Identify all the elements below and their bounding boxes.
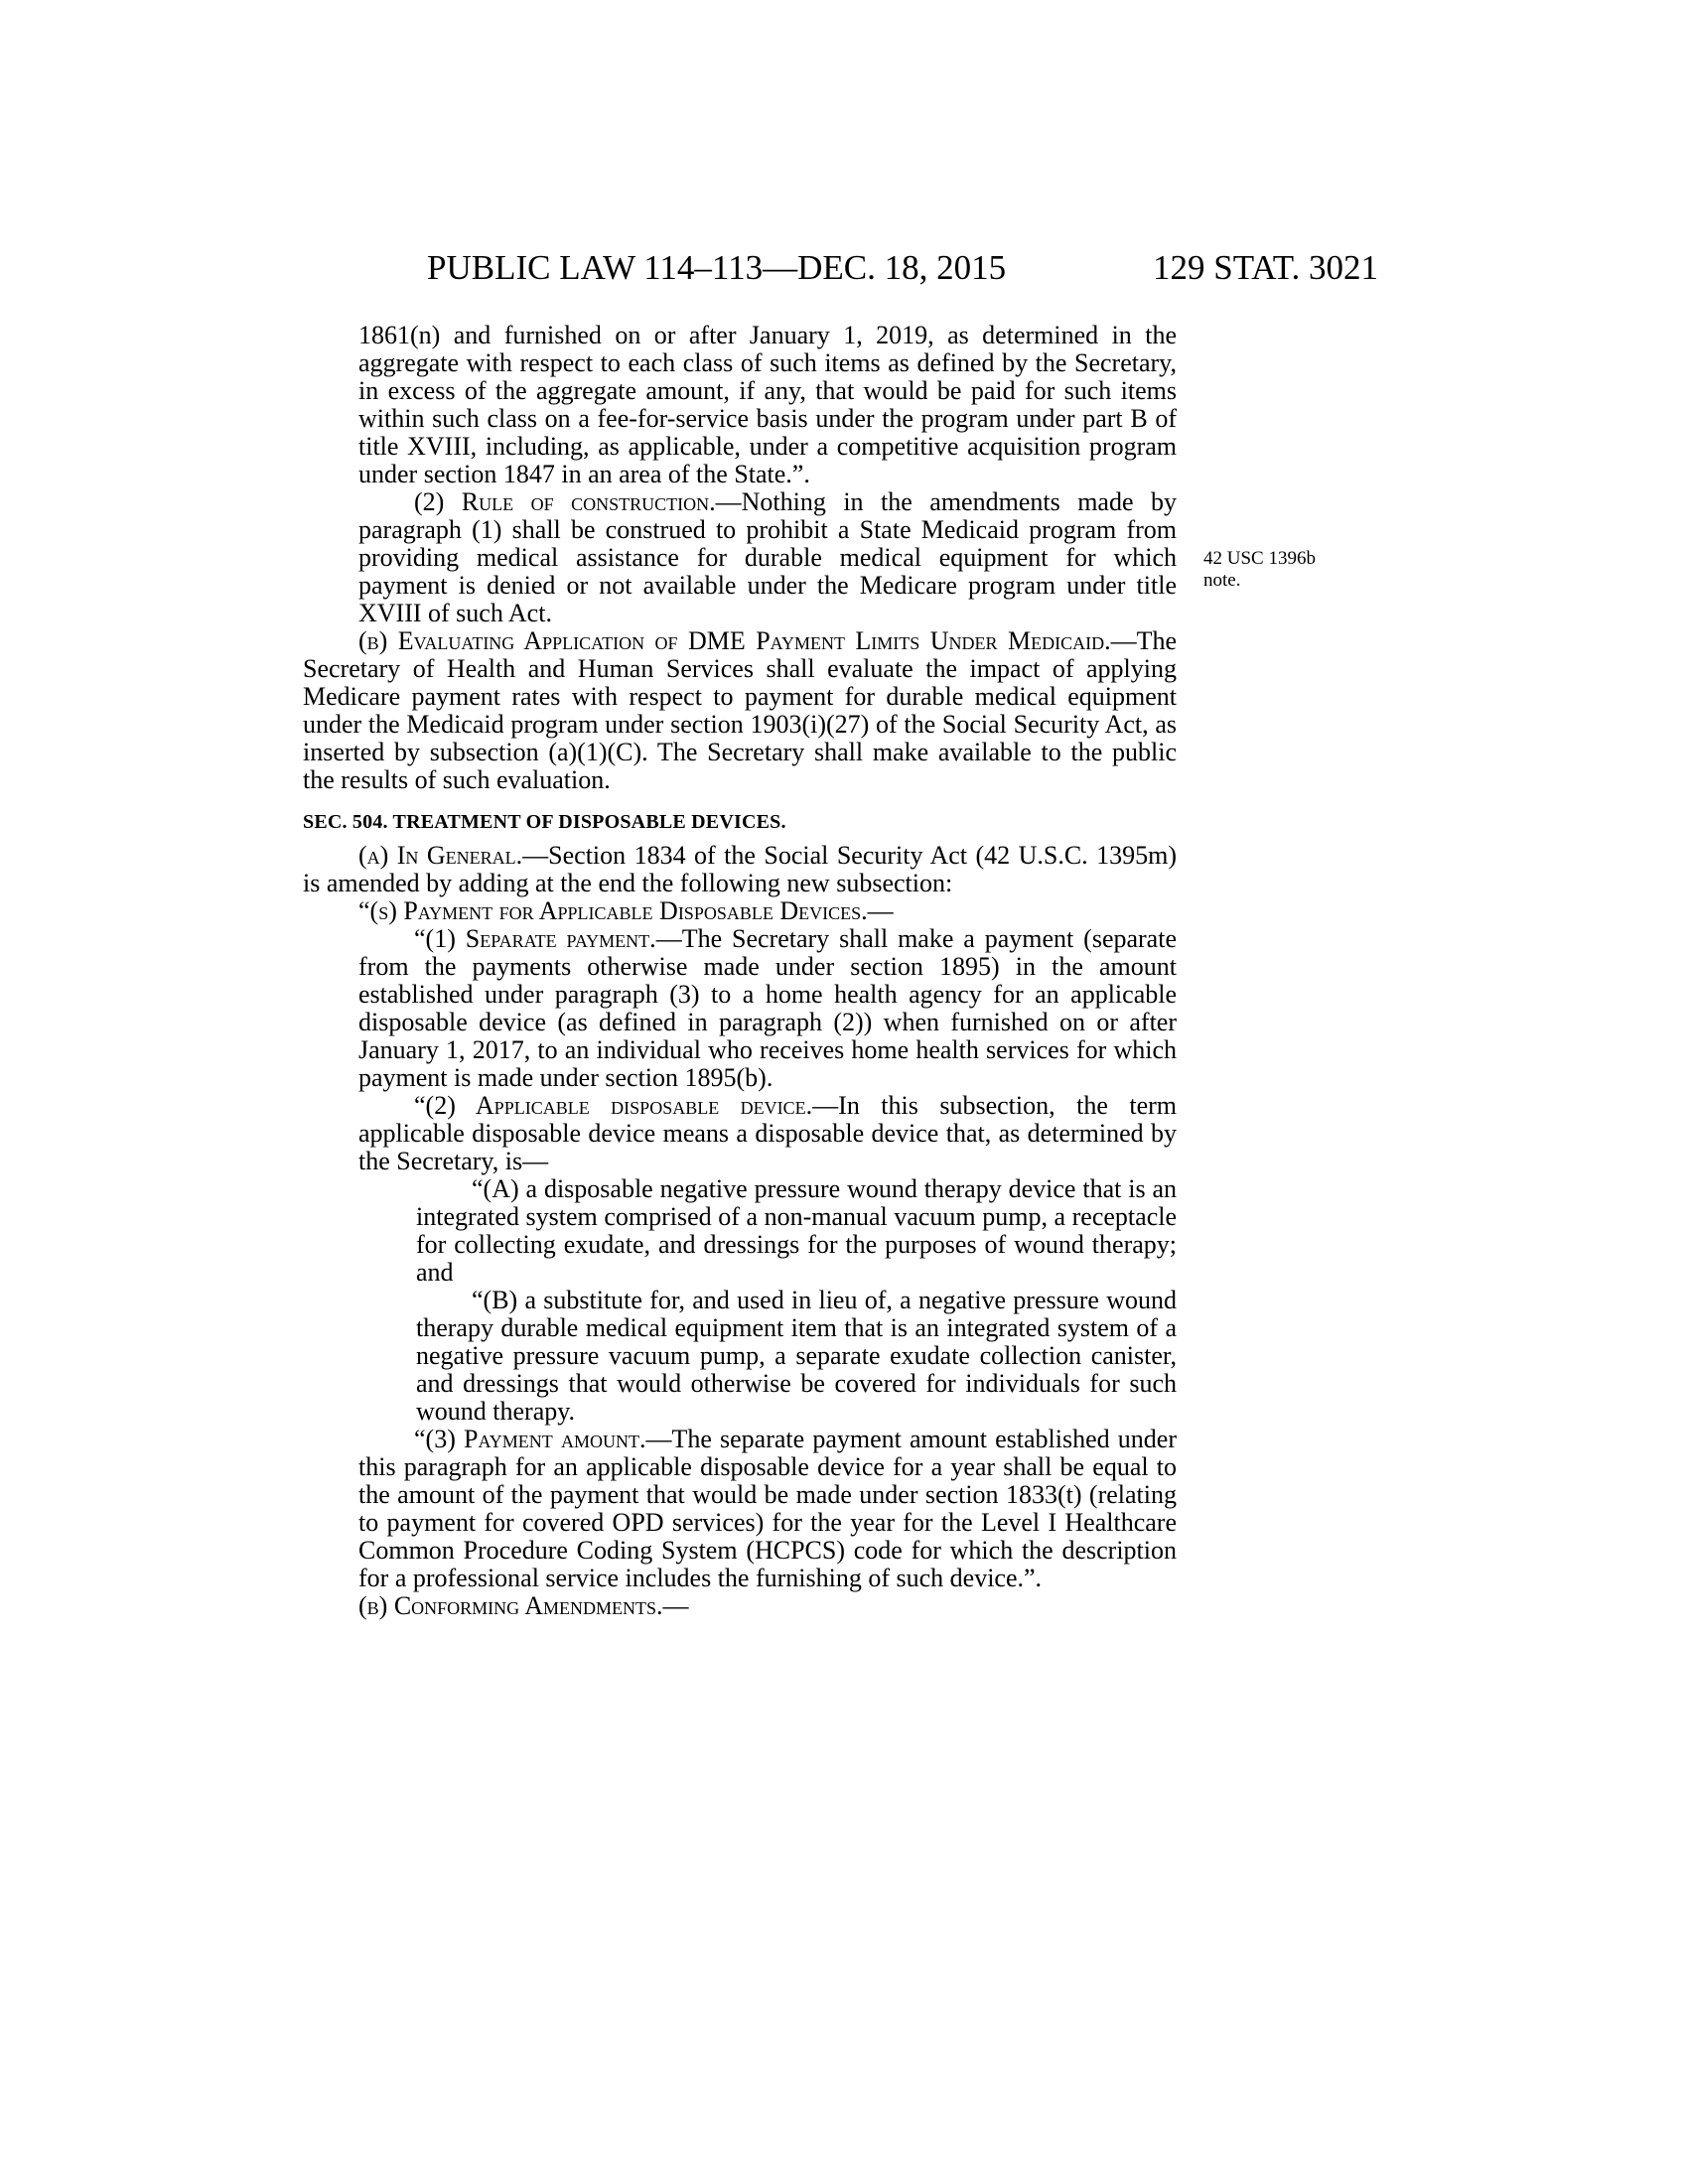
paragraph-text: —Nothing in the amendments made by paragraph (1) shall be construed to prohibit a State Medicaid program from providing medical assistance for durable medical equipment for which payment is denied or not available under the Medicare program under title XVIII of such Act. <box>358 487 1177 627</box>
paragraph-payment-amount <box>358 1426 1177 1592</box>
statute-page-number: 129 STAT. 3021 <box>1153 248 1378 287</box>
paragraph-heading: “(2) Applicable disposable device. <box>414 1091 813 1120</box>
paragraph-separate-payment <box>358 925 1177 1092</box>
paragraph-text: —Section 1834 of the Social Security Act (42 U.S.C. 1395m) is amended by adding at the end the following new subsection: <box>303 841 1177 897</box>
paragraph-text: —The separate payment amount established under this paragraph for an applicable disposable device for a year shall be equal to the amount of the payment that would be made under section 1833(t) (relating to payment for covered OPD services) for the year for the Level I Healthcare Common Procedure Coding System (HCPCS) code for which the description for a professional service includes the furnishing of such device.”. <box>358 1425 1178 1592</box>
paragraph-heading: (2) Rule of construction. <box>414 487 716 516</box>
paragraph-evaluating-dme <box>303 627 1177 794</box>
paragraph-text: —In this subsection, the term applicable disposable device means a disposable device that, as determined by the Secretary, is— <box>358 1091 1177 1175</box>
paragraph-conforming-amendments <box>303 1592 1177 1620</box>
paragraph-continuation: 1861(n) and furnished on or after January 1, 2019, as determined in the aggregate with respect to each class of such items as defined by the Secretary, in excess of the aggregate amount, if any, that would be paid for such items within such class on a fee-for-service basis under the program under part B of title XVIII, including, as applicable, under a competitive acquisition program under section 1847 in an area of the State.”. <box>358 321 1177 488</box>
paragraph-heading: “(3) Payment amount. <box>414 1425 646 1453</box>
margin-note-citation: 42 USC 1396b <box>1203 548 1316 569</box>
paragraph-heading: “(s) Payment for Applicable Disposable Devices.— <box>358 896 894 925</box>
subparagraph-b: “(B) a substitute for, and used in lieu of, a negative pressure wound therapy durable medical equipment item that is an integrated system of a negative pressure vacuum pump, a separate exudate collection canister, and dressings that would otherwise be covered for individuals for such wound therapy. <box>416 1286 1177 1426</box>
paragraph-rule-of-construction <box>358 488 1177 627</box>
section-heading: SEC. 504. TREATMENT OF DISPOSABLE DEVICES. <box>303 811 786 833</box>
paragraph-text: —The Secretary of Health and Human Services shall evaluate the impact of applying Medicare payment rates with respect to payment for durable medical equipment under the Medicaid program under section 1903(i)(27) of the Social Security Act, as inserted by subsection (a)(1)(C). The Secretary shall make available to the public the results of such evaluation. <box>303 626 1177 794</box>
paragraph-applicable-device <box>358 1092 1177 1175</box>
paragraph-text: —The Secretary shall make a payment (separate from the payments otherwise made under section 1895) in the amount established under paragraph (3) to a home health agency for an applicable disposable device (as defined in paragraph (2)) when furnished on or after January 1, 2017, to an individual who receives home health services for which payment is made under section 1895(b). <box>358 924 1177 1092</box>
paragraph-heading: (b) Conforming Amendments.— <box>358 1591 689 1620</box>
subsection-heading <box>303 897 1177 925</box>
margin-note-label: note. <box>1203 570 1241 591</box>
paragraph-in-general <box>303 842 1177 897</box>
margin-note <box>1203 548 1382 592</box>
paragraph-heading: (b) Evaluating Application of DME Payment Limits Under Medicaid. <box>358 626 1111 655</box>
public-law-citation: PUBLIC LAW 114–113—DEC. 18, 2015 <box>427 248 1007 287</box>
paragraph-heading: (a) In General. <box>358 841 523 870</box>
paragraph-heading: “(1) Separate payment. <box>414 924 656 953</box>
subparagraph-a: “(A) a disposable negative pressure wound therapy device that is an integrated system comprised of a non-manual vacuum pump, a receptacle for collecting exudate, and dressings for the purposes of wound therapy; and <box>416 1174 1177 1287</box>
document-body <box>303 322 1177 1620</box>
